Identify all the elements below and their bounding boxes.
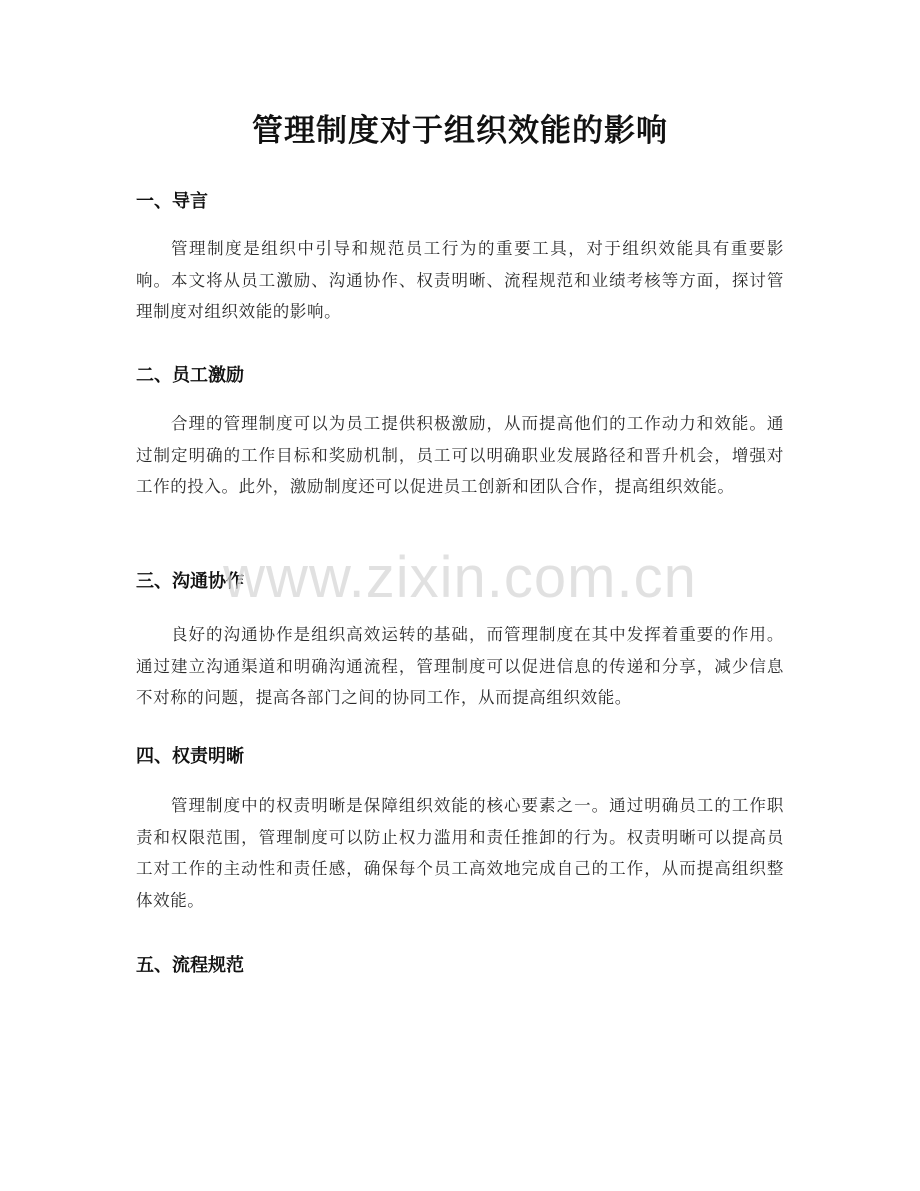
- section-heading-communication: 三、沟通协作: [136, 571, 244, 592]
- watermark: www.zixin.com.cn: [223, 545, 697, 610]
- document-title: 管理制度对于组织效能的影响: [252, 113, 668, 149]
- section-heading-introduction: 一、导言: [136, 191, 208, 212]
- section-paragraph-responsibility: 管理制度中的权责明晰是保障组织效能的核心要素之一。通过明确员工的工作职责和权限范围，管理制度可以防止权力滥用和责任推卸的行为。权责明晰可以提高员工对工作的主动性和责任感，确保每个员工高效地完成自己的工作，从而提高组织整体效能。: [136, 796, 784, 910]
- section-heading-process: 五、流程规范: [136, 955, 244, 976]
- section-paragraph-introduction: 管理制度是组织中引导和规范员工行为的重要工具，对于组织效能具有重要影响。本文将从员工激励、沟通协作、权责明晰、流程规范和业绩考核等方面，探讨管理制度对组织效能的影响。: [136, 239, 784, 321]
- section-paragraph-employee-motivation: 合理的管理制度可以为员工提供积极激励，从而提高他们的工作动力和效能。通过制定明确的工作目标和奖励机制，员工可以明确职业发展路径和晋升机会，增强对工作的投入。此外，激励制度还可以促进员工创新和团队合作，提高组织效能。: [136, 414, 784, 496]
- section-paragraph-communication: 良好的沟通协作是组织高效运转的基础，而管理制度在其中发挥着重要的作用。通过建立沟通渠道和明确沟通流程，管理制度可以促进信息的传递和分享，减少信息不对称的问题，提高各部门之间的协同工作，从而提高组织效能。: [136, 625, 784, 707]
- section-heading-responsibility: 四、权责明晰: [136, 746, 244, 767]
- section-heading-employee-motivation: 二、员工激励: [136, 365, 244, 386]
